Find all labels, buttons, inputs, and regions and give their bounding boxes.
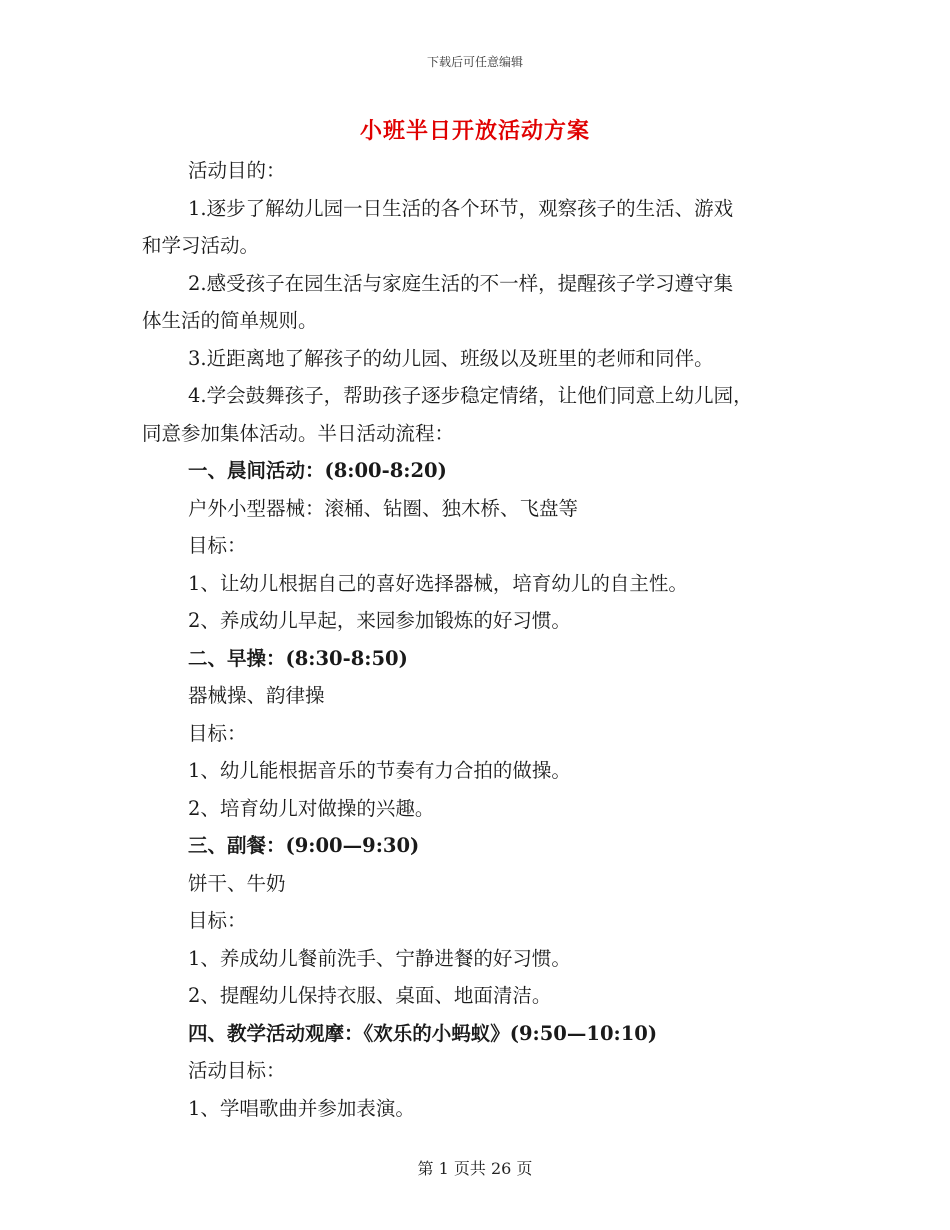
paragraph-morning-goal-1: 1、让幼儿根据自己的喜好选择器械，培育幼儿的自主性。 [188,571,688,595]
paragraph-morning-goal-label: 目标： [188,534,247,557]
section-heading-exercise: 二、早操：(8:30-8:50) [188,646,408,670]
paragraph-purpose-3: 3.近距离地了解孩子的幼儿园、班级以及班里的老师和同伴。 [188,346,714,370]
paragraph-purpose-4-cont: 同意参加集体活动。半日活动流程： [142,421,455,445]
paragraph-exercise-goal-1: 1、幼儿能根据音乐的节奏有力合拍的做操。 [188,759,571,782]
paragraph-teaching-goal-label: 活动目标： [188,1059,286,1082]
paragraph-exercise-goal-2: 2、培育幼儿对做操的兴趣。 [188,796,435,820]
paragraph-purpose-2: 2.感受孩子在园生活与家庭生活的不一样，提醒孩子学习遵守集 [188,271,734,295]
page-header-note: 下载后可任意编辑 [426,55,523,69]
document-body [142,152,810,1127]
paragraph-exercise-type: 器械操、韵律操 [188,684,325,707]
paragraph-snack-items: 饼干、牛奶 [188,871,286,895]
paragraph-purpose-1-cont: 和学习活动。 [142,234,260,257]
paragraph-purpose-1: 1.逐步了解幼儿园一日生活的各个环节，观察孩子的生活、游戏 [188,196,734,220]
paragraph-snack-goal-2: 2、提醒幼儿保持衣服、桌面、地面清洁。 [188,984,552,1007]
document-title: 小班半日开放活动方案 [359,118,590,144]
section-heading-snack: 三、副餐：(9:00—9:30) [188,834,420,857]
paragraph-morning-goal-2: 2、养成幼儿早起，来园参加锻炼的好习惯。 [188,609,571,632]
paragraph-teaching-goal-1: 1、学唱歌曲并参加表演。 [188,1096,415,1120]
paragraph-exercise-goal-label: 目标： [188,721,247,745]
paragraph-purpose-heading: 活动目的： [188,159,286,182]
paragraph-snack-goal-1: 1、养成幼儿餐前洗手、宁静进餐的好习惯。 [188,946,571,970]
paragraph-snack-goal-label: 目标： [188,909,247,932]
section-heading-morning: 一、晨间活动：(8:00-8:20) [188,459,447,482]
paragraph-purpose-2-cont: 体生活的简单规则。 [142,309,318,332]
paragraph-purpose-4: 4.学会鼓舞孩子，帮助孩子逐步稳定情绪，让他们同意上幼儿园， [188,384,753,407]
paragraph-morning-equipment: 户外小型器械：滚桶、钻圈、独木桥、飞盘等 [188,496,579,520]
page-footer: 第 1 页共 26 页 [417,1159,533,1178]
section-heading-teaching: 四、教学活动观摩：《欢乐的小蚂蚁》(9:50—10:10) [188,1021,658,1045]
